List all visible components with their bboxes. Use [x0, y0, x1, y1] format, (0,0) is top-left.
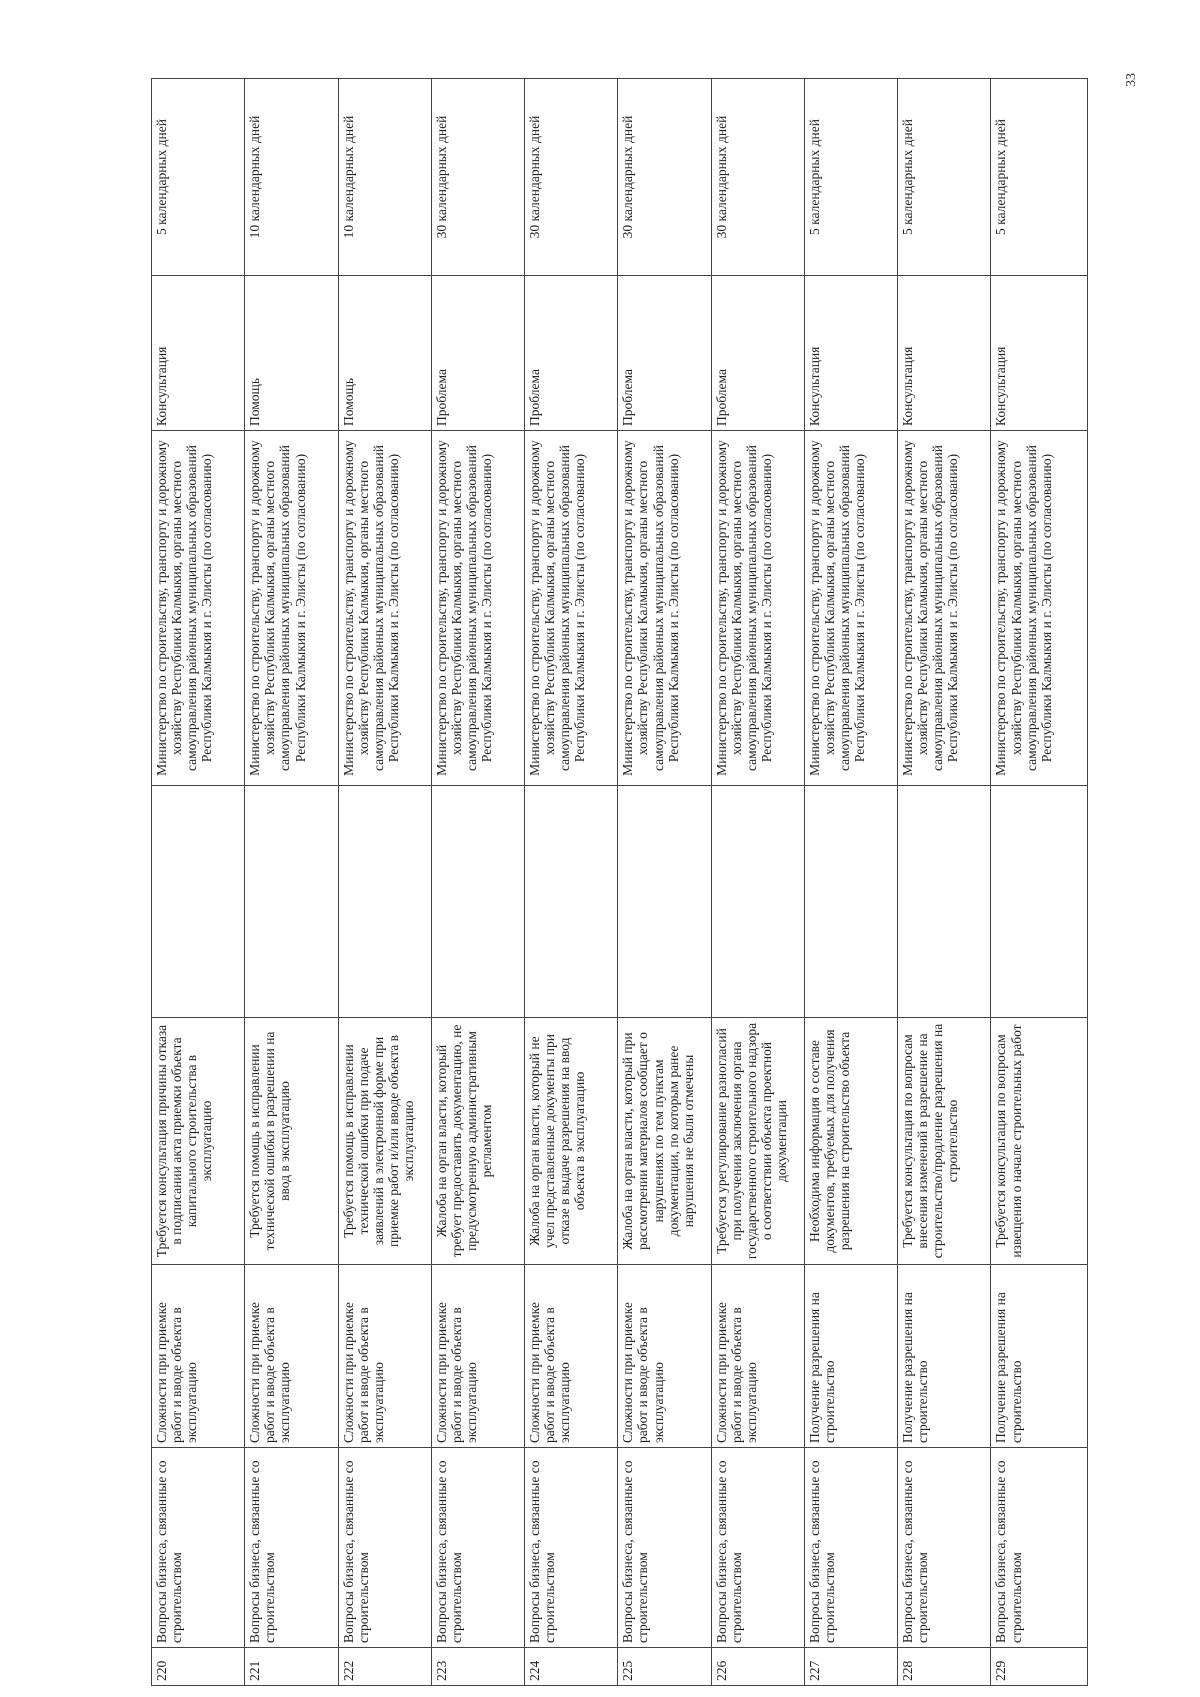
organization-cell: Министерство по строительству, транспорту и дорожному хозяйству Республики Калмыкия, органы местного самоуправления районных муниципальных образований Республики Калмыкия и г. Элисты (по согласованию) [152, 431, 245, 786]
section-cell: Вопросы бизнеса, связанные со строительством [711, 1448, 804, 1648]
description-cell: Необходима информация о составе документов, требуемых для получения разрешения на строительство объекта [804, 1018, 897, 1265]
row-number-cell: 228 [898, 1648, 991, 1686]
theme-cell: Получение разрешения на строительство [991, 1265, 1088, 1448]
organization-cell: Министерство по строительству, транспорту и дорожному хозяйству Республики Калмыкия, органы местного самоуправления районных муниципальных образований Республики Калмыкия и г. Элисты (по согласованию) [618, 431, 711, 786]
organization-cell: Министерство по строительству, транспорту и дорожному хозяйству Республики Калмыкия, органы местного самоуправления районных муниципальных образований Республики Калмыкия и г. Элисты (по согласованию) [525, 431, 618, 786]
table-row [991, 79, 1088, 1686]
term-cell: 5 календарных дней [991, 79, 1088, 276]
theme-cell: Сложности при приемке работ и вводе объекта в эксплуатацию [711, 1265, 804, 1448]
organization-cell: Министерство по строительству, транспорту и дорожному хозяйству Республики Калмыкия, органы местного самоуправления районных муниципальных образований Республики Калмыкия и г. Элисты (по согласованию) [431, 431, 524, 786]
request-type-cell: Помощь [245, 276, 338, 431]
section-cell: Вопросы бизнеса, связанные со строительством [991, 1448, 1088, 1648]
organization-cell: Министерство по строительству, транспорту и дорожному хозяйству Республики Калмыкия, органы местного самоуправления районных муниципальных образований Республики Калмыкия и г. Элисты (по согласованию) [338, 431, 431, 786]
table-row [525, 79, 618, 1686]
organization-cell: Министерство по строительству, транспорту и дорожному хозяйству Республики Калмыкия, органы местного самоуправления районных муниципальных образований Республики Калмыкия и г. Элисты (по согласованию) [898, 431, 991, 786]
description-cell: Требуется консультация по вопросам извещения о начале строительных работ [991, 1018, 1088, 1265]
section-cell: Вопросы бизнеса, связанные со строительством [804, 1448, 897, 1648]
empty-cell [152, 786, 245, 1018]
term-cell: 30 календарных дней [431, 79, 524, 276]
section-cell: Вопросы бизнеса, связанные со строительством [898, 1448, 991, 1648]
theme-cell: Получение разрешения на строительство [898, 1265, 991, 1448]
table-row [618, 79, 711, 1686]
row-number-cell: 225 [618, 1648, 711, 1686]
row-number-cell: 226 [711, 1648, 804, 1686]
theme-cell: Сложности при приемке работ и вводе объекта в эксплуатацию [525, 1265, 618, 1448]
request-type-cell: Консультация [898, 276, 991, 431]
term-cell: 10 календарных дней [338, 79, 431, 276]
term-cell: 10 календарных дней [245, 79, 338, 276]
organization-cell: Министерство по строительству, транспорту и дорожному хозяйству Республики Калмыкия, органы местного самоуправления районных муниципальных образований Республики Калмыкия и г. Элисты (по согласованию) [245, 431, 338, 786]
row-number-cell: 221 [245, 1648, 338, 1686]
table-body [152, 79, 1088, 1686]
description-cell: Жалоба на орган власти, который не учел представленные документы при отказе в выдаче разрешения на ввод объекта в эксплуатацию [525, 1018, 618, 1265]
request-type-cell: Консультация [152, 276, 245, 431]
description-cell: Требуется помощь в исправлении технической ошибки при подаче заявлений в электронной форме при приемке работ и/или вводе объекта в эксплуатацию [338, 1018, 431, 1265]
row-number-cell: 222 [338, 1648, 431, 1686]
request-type-cell: Консультация [991, 276, 1088, 431]
section-cell: Вопросы бизнеса, связанные со строительством [338, 1448, 431, 1648]
table-row [431, 79, 524, 1686]
empty-cell [991, 786, 1088, 1018]
request-type-cell: Консультация [804, 276, 897, 431]
page-number: 33 [1124, 73, 1139, 87]
theme-cell: Сложности при приемке работ и вводе объекта в эксплуатацию [245, 1265, 338, 1448]
section-cell: Вопросы бизнеса, связанные со строительством [525, 1448, 618, 1648]
row-number-cell: 229 [991, 1648, 1088, 1686]
table-row [711, 79, 804, 1686]
section-cell: Вопросы бизнеса, связанные со строительством [245, 1448, 338, 1648]
description-cell: Жалоба на орган власти, который при рассмотрении материалов сообщает о нарушениях по тем пунктам документации, по которым ранее нарушения не были отмечены [618, 1018, 711, 1265]
row-number-cell: 220 [152, 1648, 245, 1686]
empty-cell [431, 786, 524, 1018]
description-cell: Жалоба на орган власти, который требует предоставить документацию, не предусмотренную административным регламентом [431, 1018, 524, 1265]
row-number-cell: 223 [431, 1648, 524, 1686]
term-cell: 30 календарных дней [618, 79, 711, 276]
empty-cell [338, 786, 431, 1018]
section-cell: Вопросы бизнеса, связанные со строительством [431, 1448, 524, 1648]
table-row [804, 79, 897, 1686]
description-cell: Требуется консультация причины отказа в подписании акта приемки объекта капитального строительства в эксплуатацию [152, 1018, 245, 1265]
table-row [898, 79, 991, 1686]
table-row [338, 79, 431, 1686]
description-cell: Требуется консультация по вопросам внесения изменений в разрешение на строительство/продление разрешения на строительство [898, 1018, 991, 1265]
table-row [152, 79, 245, 1686]
organization-cell: Министерство по строительству, транспорту и дорожному хозяйству Республики Калмыкия, органы местного самоуправления районных муниципальных образований Республики Калмыкия и г. Элисты (по согласованию) [711, 431, 804, 786]
term-cell: 30 календарных дней [525, 79, 618, 276]
empty-cell [711, 786, 804, 1018]
request-type-cell: Проблема [431, 276, 524, 431]
description-cell: Требуется урегулирование разногласий при получении заключения органа государственного строительного надзора о соответствии объекта проектной документации [711, 1018, 804, 1265]
empty-cell [618, 786, 711, 1018]
request-type-cell: Помощь [338, 276, 431, 431]
empty-cell [245, 786, 338, 1018]
empty-cell [804, 786, 897, 1018]
table-row [245, 79, 338, 1686]
row-number-cell: 227 [804, 1648, 897, 1686]
empty-cell [525, 786, 618, 1018]
organization-cell: Министерство по строительству, транспорту и дорожному хозяйству Республики Калмыкия, органы местного самоуправления районных муниципальных образований Республики Калмыкия и г. Элисты (по согласованию) [991, 431, 1088, 786]
request-type-cell: Проблема [618, 276, 711, 431]
section-cell: Вопросы бизнеса, связанные со строительством [618, 1448, 711, 1648]
term-cell: 5 календарных дней [152, 79, 245, 276]
term-cell: 30 календарных дней [711, 79, 804, 276]
empty-cell [898, 786, 991, 1018]
theme-cell: Сложности при приемке работ и вводе объекта в эксплуатацию [338, 1265, 431, 1448]
theme-cell: Получение разрешения на строительство [804, 1265, 897, 1448]
request-type-cell: Проблема [525, 276, 618, 431]
term-cell: 5 календарных дней [804, 79, 897, 276]
theme-cell: Сложности при приемке работ и вводе объекта в эксплуатацию [431, 1265, 524, 1448]
theme-cell: Сложности при приемке работ и вводе объекта в эксплуатацию [152, 1265, 245, 1448]
organization-cell: Министерство по строительству, транспорту и дорожному хозяйству Республики Калмыкия, органы местного самоуправления районных муниципальных образований Республики Калмыкия и г. Элисты (по согласованию) [804, 431, 897, 786]
term-cell: 5 календарных дней [898, 79, 991, 276]
request-type-cell: Проблема [711, 276, 804, 431]
description-cell: Требуется помощь в исправлении технической ошибки в разрешении на ввод в эксплуатацию [245, 1018, 338, 1265]
row-number-cell: 224 [525, 1648, 618, 1686]
theme-cell: Сложности при приемке работ и вводе объекта в эксплуатацию [618, 1265, 711, 1448]
services-table [151, 78, 1088, 1686]
section-cell: Вопросы бизнеса, связанные со строительством [152, 1448, 245, 1648]
